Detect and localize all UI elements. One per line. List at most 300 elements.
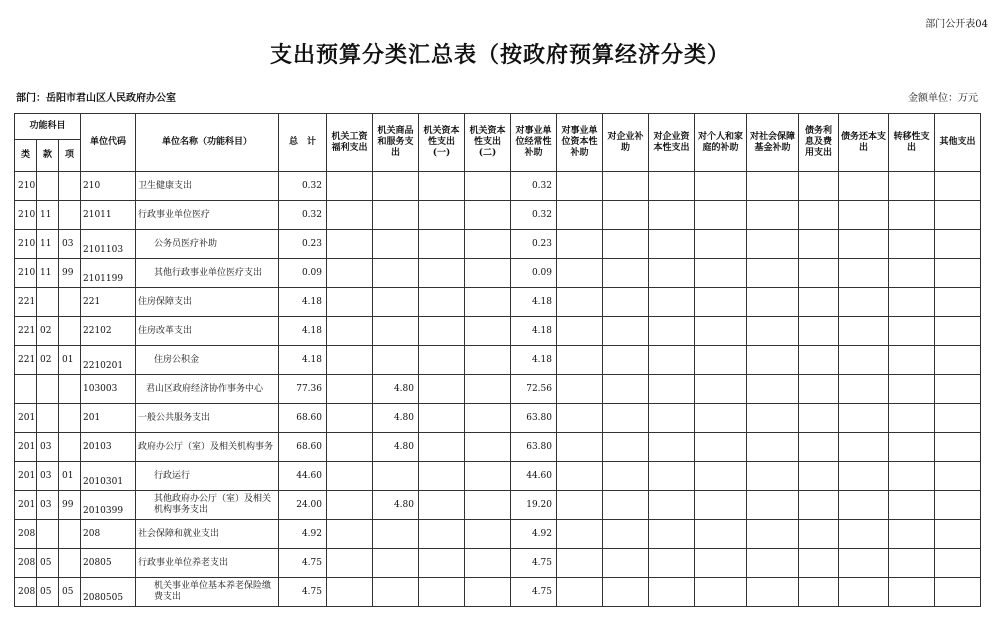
table-row <box>15 462 981 491</box>
cell-empty <box>935 317 981 346</box>
cell-empty <box>695 288 747 317</box>
cell-empty <box>695 404 747 433</box>
cell-kuan <box>37 404 59 433</box>
table-row <box>15 433 981 462</box>
cell-empty <box>889 201 935 230</box>
cell-kuan: 03 <box>37 462 59 491</box>
cell-unit-code: 208 <box>81 520 136 549</box>
cell-institution-subsidy: 72.56 <box>511 375 557 404</box>
cell-empty <box>747 404 799 433</box>
cell-empty <box>839 230 889 259</box>
cell-empty <box>327 317 373 346</box>
cell-empty <box>649 520 695 549</box>
cell-empty <box>935 491 981 520</box>
cell-kuan <box>37 288 59 317</box>
header-col: 对企业资本性支出 <box>649 114 695 172</box>
cell-empty <box>327 259 373 288</box>
cell-empty <box>649 346 695 375</box>
cell-empty <box>747 230 799 259</box>
header-col: 对事业单位资本性补助 <box>557 114 603 172</box>
cell-empty <box>603 491 649 520</box>
cell-empty <box>603 259 649 288</box>
cell-empty <box>465 520 511 549</box>
cell-goods-services <box>373 520 419 549</box>
cell-unit-code: 103003 <box>81 375 136 404</box>
cell-empty <box>839 317 889 346</box>
cell-empty <box>603 404 649 433</box>
header-col: 机关工资福利支出 <box>327 114 373 172</box>
cell-empty <box>935 230 981 259</box>
cell-empty <box>419 346 465 375</box>
cell-unit-code: 201 <box>81 404 136 433</box>
cell-empty <box>419 404 465 433</box>
cell-empty <box>465 230 511 259</box>
cell-xiang <box>59 201 81 230</box>
cell-empty <box>419 520 465 549</box>
cell-empty <box>419 288 465 317</box>
cell-unit-name: 其他行政事业单位医疗支出 <box>136 259 279 288</box>
cell-empty <box>327 549 373 578</box>
cell-empty <box>695 520 747 549</box>
cell-unit-name: 其他政府办公厅（室）及相关机构事务支出 <box>136 491 279 520</box>
cell-lei: 221 <box>15 346 37 375</box>
cell-unit-name: 机关事业单位基本养老保险缴费支出 <box>136 578 279 607</box>
cell-kuan: 03 <box>37 491 59 520</box>
cell-goods-services <box>373 549 419 578</box>
cell-total: 0.32 <box>279 172 327 201</box>
cell-empty <box>799 346 839 375</box>
cell-total: 4.92 <box>279 520 327 549</box>
header-col: 对个人和家庭的补助 <box>695 114 747 172</box>
cell-empty <box>747 433 799 462</box>
amount-unit-label: 金额单位：万元 <box>908 93 978 104</box>
table-row <box>15 549 981 578</box>
cell-institution-subsidy: 4.18 <box>511 346 557 375</box>
cell-empty <box>327 201 373 230</box>
cell-unit-code: 2010301 <box>81 462 136 491</box>
cell-empty <box>603 317 649 346</box>
cell-empty <box>649 259 695 288</box>
cell-empty <box>419 549 465 578</box>
cell-institution-subsidy: 0.32 <box>511 201 557 230</box>
cell-unit-name: 君山区政府经济协作事务中心 <box>136 375 279 404</box>
expenditure-table <box>14 113 981 607</box>
cell-total: 4.18 <box>279 346 327 375</box>
cell-unit-code: 2080505 <box>81 578 136 607</box>
cell-empty <box>465 462 511 491</box>
table-row <box>15 404 981 433</box>
cell-unit-name: 行政事业单位养老支出 <box>136 549 279 578</box>
cell-empty <box>935 433 981 462</box>
cell-unit-code: 2010399 <box>81 491 136 520</box>
cell-empty <box>327 491 373 520</box>
cell-unit-name: 住房公积金 <box>136 346 279 375</box>
cell-empty <box>839 549 889 578</box>
cell-lei: 208 <box>15 520 37 549</box>
cell-empty <box>649 404 695 433</box>
cell-empty <box>839 288 889 317</box>
cell-empty <box>889 462 935 491</box>
cell-empty <box>557 549 603 578</box>
cell-empty <box>327 375 373 404</box>
cell-empty <box>649 172 695 201</box>
cell-unit-code: 21011 <box>81 201 136 230</box>
cell-institution-subsidy: 4.75 <box>511 578 557 607</box>
cell-lei: 201 <box>15 462 37 491</box>
cell-unit-name: 社会保障和就业支出 <box>136 520 279 549</box>
cell-empty <box>465 404 511 433</box>
cell-empty <box>889 520 935 549</box>
cell-empty <box>747 346 799 375</box>
cell-xiang: 99 <box>59 259 81 288</box>
cell-empty <box>557 317 603 346</box>
cell-lei: 221 <box>15 317 37 346</box>
header-col: 债务还本支出 <box>839 114 889 172</box>
header-col: 机关商品和服务支出 <box>373 114 419 172</box>
cell-empty <box>889 404 935 433</box>
cell-empty <box>889 346 935 375</box>
cell-xiang: 99 <box>59 491 81 520</box>
cell-empty <box>419 578 465 607</box>
cell-empty <box>799 549 839 578</box>
cell-goods-services <box>373 201 419 230</box>
cell-empty <box>557 259 603 288</box>
cell-empty <box>935 404 981 433</box>
cell-kuan: 11 <box>37 230 59 259</box>
cell-empty <box>465 346 511 375</box>
cell-xiang <box>59 375 81 404</box>
header-total: 总 计 <box>279 114 327 172</box>
cell-empty <box>557 375 603 404</box>
cell-empty <box>695 346 747 375</box>
cell-empty <box>557 230 603 259</box>
cell-kuan <box>37 520 59 549</box>
cell-institution-subsidy: 4.92 <box>511 520 557 549</box>
cell-empty <box>747 491 799 520</box>
cell-empty <box>327 404 373 433</box>
cell-empty <box>419 201 465 230</box>
cell-empty <box>695 172 747 201</box>
cell-institution-subsidy: 63.80 <box>511 433 557 462</box>
cell-empty <box>603 346 649 375</box>
cell-empty <box>419 317 465 346</box>
cell-unit-code: 2210201 <box>81 346 136 375</box>
cell-kuan: 02 <box>37 346 59 375</box>
cell-empty <box>603 201 649 230</box>
header-col: 机关资本性支出(二) <box>465 114 511 172</box>
cell-empty <box>799 201 839 230</box>
cell-empty <box>603 462 649 491</box>
cell-empty <box>465 549 511 578</box>
cell-empty <box>419 462 465 491</box>
table-row <box>15 346 981 375</box>
cell-empty <box>649 578 695 607</box>
cell-xiang <box>59 172 81 201</box>
cell-empty <box>695 201 747 230</box>
cell-empty <box>799 433 839 462</box>
cell-empty <box>839 172 889 201</box>
cell-empty <box>649 433 695 462</box>
header-kuan: 款 <box>37 140 59 172</box>
cell-goods-services <box>373 317 419 346</box>
cell-empty <box>935 549 981 578</box>
cell-institution-subsidy: 0.09 <box>511 259 557 288</box>
cell-empty <box>557 404 603 433</box>
cell-empty <box>465 288 511 317</box>
cell-empty <box>747 288 799 317</box>
cell-empty <box>603 549 649 578</box>
cell-empty <box>799 520 839 549</box>
cell-unit-name: 行政运行 <box>136 462 279 491</box>
cell-xiang: 05 <box>59 578 81 607</box>
cell-kuan: 05 <box>37 578 59 607</box>
cell-institution-subsidy: 44.60 <box>511 462 557 491</box>
cell-xiang: 03 <box>59 230 81 259</box>
cell-empty <box>799 578 839 607</box>
header-unit-code: 单位代码 <box>81 114 136 172</box>
table-row <box>15 317 981 346</box>
table-row <box>15 172 981 201</box>
cell-empty <box>557 578 603 607</box>
cell-lei: 221 <box>15 288 37 317</box>
cell-empty <box>799 375 839 404</box>
cell-empty <box>935 346 981 375</box>
header-col: 对事业单位经常性补助 <box>511 114 557 172</box>
cell-lei <box>15 375 37 404</box>
cell-lei: 201 <box>15 491 37 520</box>
cell-empty <box>839 462 889 491</box>
cell-empty <box>649 549 695 578</box>
cell-unit-code: 2101199 <box>81 259 136 288</box>
cell-empty <box>465 375 511 404</box>
cell-xiang: 01 <box>59 346 81 375</box>
cell-xiang <box>59 317 81 346</box>
cell-empty <box>799 259 839 288</box>
cell-total: 0.23 <box>279 230 327 259</box>
cell-kuan <box>37 375 59 404</box>
cell-empty <box>465 317 511 346</box>
cell-lei: 208 <box>15 578 37 607</box>
cell-empty <box>935 259 981 288</box>
cell-total: 77.36 <box>279 375 327 404</box>
header-unit-name: 单位名称（功能科目） <box>136 114 279 172</box>
cell-goods-services <box>373 172 419 201</box>
cell-empty <box>603 288 649 317</box>
cell-unit-name: 住房改革支出 <box>136 317 279 346</box>
cell-empty <box>935 201 981 230</box>
cell-empty <box>603 172 649 201</box>
cell-lei: 210 <box>15 259 37 288</box>
cell-empty <box>799 404 839 433</box>
cell-empty <box>419 491 465 520</box>
cell-total: 24.00 <box>279 491 327 520</box>
cell-lei: 210 <box>15 172 37 201</box>
table-row <box>15 491 981 520</box>
cell-empty <box>695 317 747 346</box>
cell-institution-subsidy: 0.32 <box>511 172 557 201</box>
cell-empty <box>327 433 373 462</box>
cell-empty <box>327 578 373 607</box>
cell-empty <box>695 578 747 607</box>
cell-empty <box>935 172 981 201</box>
cell-empty <box>935 578 981 607</box>
cell-empty <box>557 433 603 462</box>
cell-goods-services: 4.80 <box>373 491 419 520</box>
cell-unit-code: 221 <box>81 288 136 317</box>
cell-empty <box>889 433 935 462</box>
header-col: 对社会保障基金补助 <box>747 114 799 172</box>
cell-empty <box>465 491 511 520</box>
cell-empty <box>747 578 799 607</box>
cell-xiang <box>59 404 81 433</box>
cell-empty <box>695 433 747 462</box>
cell-empty <box>839 491 889 520</box>
cell-empty <box>747 201 799 230</box>
cell-empty <box>839 520 889 549</box>
page-title: 支出预算分类汇总表（按政府预算经济分类） <box>269 42 730 68</box>
cell-empty <box>557 491 603 520</box>
table-row <box>15 288 981 317</box>
cell-empty <box>747 520 799 549</box>
cell-empty <box>603 520 649 549</box>
cell-empty <box>649 230 695 259</box>
cell-unit-name: 住房保障支出 <box>136 288 279 317</box>
cell-empty <box>603 375 649 404</box>
cell-empty <box>465 433 511 462</box>
cell-total: 0.32 <box>279 201 327 230</box>
cell-empty <box>747 375 799 404</box>
cell-empty <box>649 317 695 346</box>
header-func-group: 功能科目 <box>15 114 81 140</box>
cell-empty <box>557 201 603 230</box>
cell-empty <box>327 230 373 259</box>
cell-empty <box>747 317 799 346</box>
header-col: 对企业补助 <box>603 114 649 172</box>
cell-institution-subsidy: 4.18 <box>511 288 557 317</box>
table-row <box>15 375 981 404</box>
cell-empty <box>465 578 511 607</box>
cell-lei: 210 <box>15 201 37 230</box>
cell-empty <box>935 462 981 491</box>
cell-empty <box>747 172 799 201</box>
cell-total: 68.60 <box>279 433 327 462</box>
cell-lei: 201 <box>15 433 37 462</box>
cell-empty <box>839 201 889 230</box>
cell-empty <box>465 259 511 288</box>
cell-empty <box>557 462 603 491</box>
table-row <box>15 520 981 549</box>
cell-empty <box>889 288 935 317</box>
cell-total: 4.18 <box>279 288 327 317</box>
cell-empty <box>557 346 603 375</box>
cell-empty <box>649 462 695 491</box>
cell-goods-services: 4.80 <box>373 433 419 462</box>
cell-empty <box>839 375 889 404</box>
cell-empty <box>839 433 889 462</box>
cell-empty <box>935 375 981 404</box>
cell-empty <box>695 259 747 288</box>
cell-empty <box>419 433 465 462</box>
header-xiang: 项 <box>59 140 81 172</box>
cell-empty <box>839 259 889 288</box>
cell-xiang: 01 <box>59 462 81 491</box>
header-col: 转移性支出 <box>889 114 935 172</box>
cell-xiang <box>59 520 81 549</box>
cell-empty <box>889 549 935 578</box>
cell-total: 4.75 <box>279 549 327 578</box>
cell-empty <box>747 462 799 491</box>
table-row <box>15 230 981 259</box>
cell-empty <box>747 259 799 288</box>
cell-goods-services <box>373 578 419 607</box>
cell-empty <box>935 520 981 549</box>
cell-empty <box>799 230 839 259</box>
cell-empty <box>889 578 935 607</box>
cell-empty <box>747 549 799 578</box>
cell-empty <box>839 346 889 375</box>
cell-empty <box>327 462 373 491</box>
cell-empty <box>695 462 747 491</box>
cell-empty <box>557 172 603 201</box>
cell-empty <box>889 172 935 201</box>
cell-empty <box>799 462 839 491</box>
cell-unit-name: 卫生健康支出 <box>136 172 279 201</box>
cell-empty <box>327 172 373 201</box>
cell-empty <box>419 375 465 404</box>
cell-empty <box>695 230 747 259</box>
cell-empty <box>557 520 603 549</box>
cell-empty <box>419 172 465 201</box>
cell-institution-subsidy: 0.23 <box>511 230 557 259</box>
cell-total: 4.75 <box>279 578 327 607</box>
cell-empty <box>327 346 373 375</box>
cell-total: 4.18 <box>279 317 327 346</box>
cell-total: 68.60 <box>279 404 327 433</box>
cell-goods-services: 4.80 <box>373 375 419 404</box>
cell-empty <box>889 230 935 259</box>
cell-empty <box>889 259 935 288</box>
cell-empty <box>799 317 839 346</box>
cell-kuan: 02 <box>37 317 59 346</box>
cell-goods-services <box>373 346 419 375</box>
cell-institution-subsidy: 63.80 <box>511 404 557 433</box>
cell-empty <box>695 549 747 578</box>
cell-goods-services: 4.80 <box>373 404 419 433</box>
cell-goods-services <box>373 288 419 317</box>
cell-kuan: 03 <box>37 433 59 462</box>
cell-empty <box>889 375 935 404</box>
cell-lei: 201 <box>15 404 37 433</box>
cell-empty <box>889 317 935 346</box>
cell-empty <box>419 230 465 259</box>
cell-empty <box>327 288 373 317</box>
cell-unit-code: 210 <box>81 172 136 201</box>
header-col: 债务利息及费用支出 <box>799 114 839 172</box>
cell-xiang <box>59 288 81 317</box>
cell-empty <box>649 375 695 404</box>
cell-empty <box>557 288 603 317</box>
cell-kuan: 05 <box>37 549 59 578</box>
table-row <box>15 201 981 230</box>
cell-xiang <box>59 433 81 462</box>
cell-empty <box>649 201 695 230</box>
cell-empty <box>889 491 935 520</box>
cell-unit-code: 2101103 <box>81 230 136 259</box>
cell-total: 44.60 <box>279 462 327 491</box>
cell-empty <box>603 230 649 259</box>
cell-unit-name: 行政事业单位医疗 <box>136 201 279 230</box>
cell-xiang <box>59 549 81 578</box>
